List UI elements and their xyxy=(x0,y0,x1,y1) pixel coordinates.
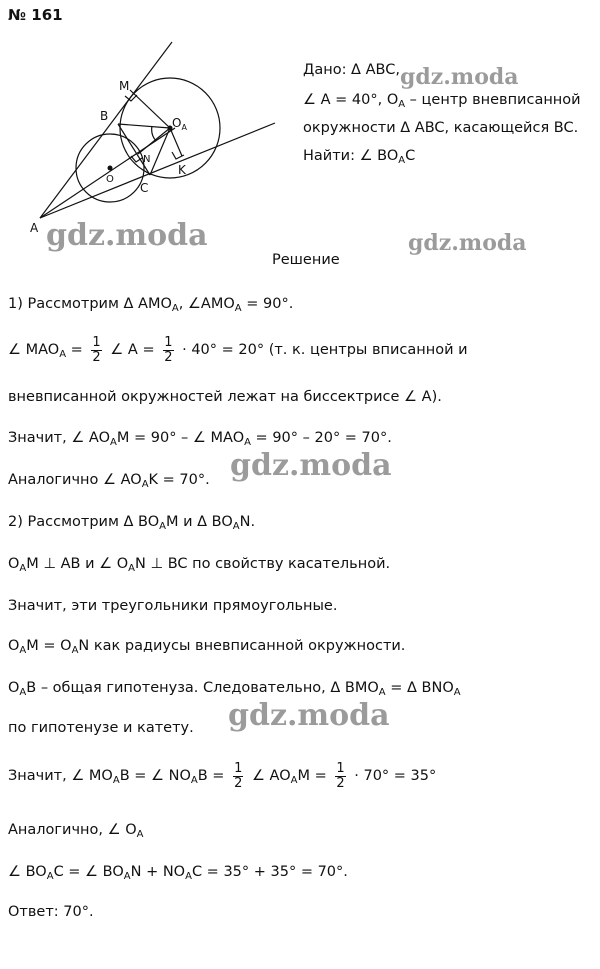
side-bc xyxy=(118,124,150,175)
solution-line-10: $O_AB$ – общая гипотенуза. Следовательно, Δ $BMO_A = \Delta$ $BNO_A$ xyxy=(8,680,461,698)
given-line-1: Дано: Δ ABC, xyxy=(303,62,400,78)
point-o xyxy=(108,166,113,171)
answer-line: Ответ: 70°. xyxy=(8,904,94,920)
angle-arc xyxy=(152,126,156,141)
watermark-2: gdz.moda xyxy=(46,218,208,253)
fraction-half: $\frac{1}{2}$ xyxy=(164,335,173,365)
problem-number: № 161 xyxy=(8,6,63,24)
solution-line-12: Значит, ∠ $MO_AB$ = ∠ $NO_AB$ = $\frac{1}{2}$ ∠ $AO_AM$ = $\frac{1}{2}$ · 70° = 35° xyxy=(8,761,437,791)
label-oa: $O_A$ xyxy=(172,116,187,132)
bisector xyxy=(40,128,175,218)
fraction-half: $\frac{1}{2}$ xyxy=(234,761,243,791)
solution-line-3: вневписанной окружностей лежат на биссектрисе ∠ A). xyxy=(8,389,442,405)
label-c: C xyxy=(140,181,149,195)
watermark-3: gdz.moda xyxy=(408,230,527,256)
solution-line-1: 1) Рассмотрим Δ $AMO_A$, $\angle AMO_A = 90^\circ$. xyxy=(8,296,294,314)
solution-line-8: Значит, эти треугольники прямоугольные. xyxy=(8,598,338,614)
label-b: B xyxy=(100,109,109,123)
watermark-4: gdz.moda xyxy=(230,448,392,483)
label-a: A xyxy=(30,221,39,235)
solution-line-2: ∠ $MAO_A$ = $\frac{1}{2}$ ∠ A = $\frac{1}{2}$ · 40° = 20° (т. к. центры вписанной и xyxy=(8,335,468,365)
label-k: K xyxy=(178,163,186,177)
given-line-3: окружности Δ ABC, касающейся BC. xyxy=(303,120,579,136)
geometry-figure xyxy=(0,28,300,238)
watermark-5: gdz.moda xyxy=(228,698,390,733)
radius-n xyxy=(138,128,170,154)
solution-line-7: $O_AM$ ⊥ AB и ∠ $O_AN$ ⊥ BC по свойству касательной. xyxy=(8,556,391,574)
watermark-1: gdz.moda xyxy=(400,64,519,90)
right-angle-k xyxy=(172,152,184,159)
fraction-half: $\frac{1}{2}$ xyxy=(336,761,345,791)
solution-line-11: по гипотенузе и катету. xyxy=(8,720,194,736)
find-line: Найти: ∠ $BO_AC$ xyxy=(303,148,416,166)
solution-line-9: $O_AM = O_AN$ как радиусы вневписанной окружности. xyxy=(8,638,406,656)
solution-line-4: Значит, ∠ $AO_AM = 90^\circ$ – ∠ $MAO_A = 90^\circ - 20^\circ = 70^\circ$. xyxy=(8,430,392,448)
solution-line-14: ∠ $BO_AC$ = ∠ $BO_AN + NO_AC = 35^\circ + 35^\circ = 70^\circ$. xyxy=(8,864,348,882)
solution-heading: Решение xyxy=(272,252,340,268)
solution-line-13: Аналогично, ∠ $O_A$ xyxy=(8,822,144,840)
label-o: O xyxy=(106,174,114,185)
given-line-2: ∠ A = 40°, $O_A$ – центр вневписанной xyxy=(303,92,581,110)
radius-k xyxy=(170,128,182,156)
label-n: N xyxy=(143,154,151,165)
label-m: M xyxy=(119,79,130,93)
solution-line-6: 2) Рассмотрим Δ $BO_AM$ и Δ $BO_AN$. xyxy=(8,514,256,532)
fraction-half: $\frac{1}{2}$ xyxy=(92,335,101,365)
solution-line-5: Аналогично ∠ $AO_AK = 70^\circ$. xyxy=(8,472,210,490)
segment-bo xyxy=(118,124,170,128)
